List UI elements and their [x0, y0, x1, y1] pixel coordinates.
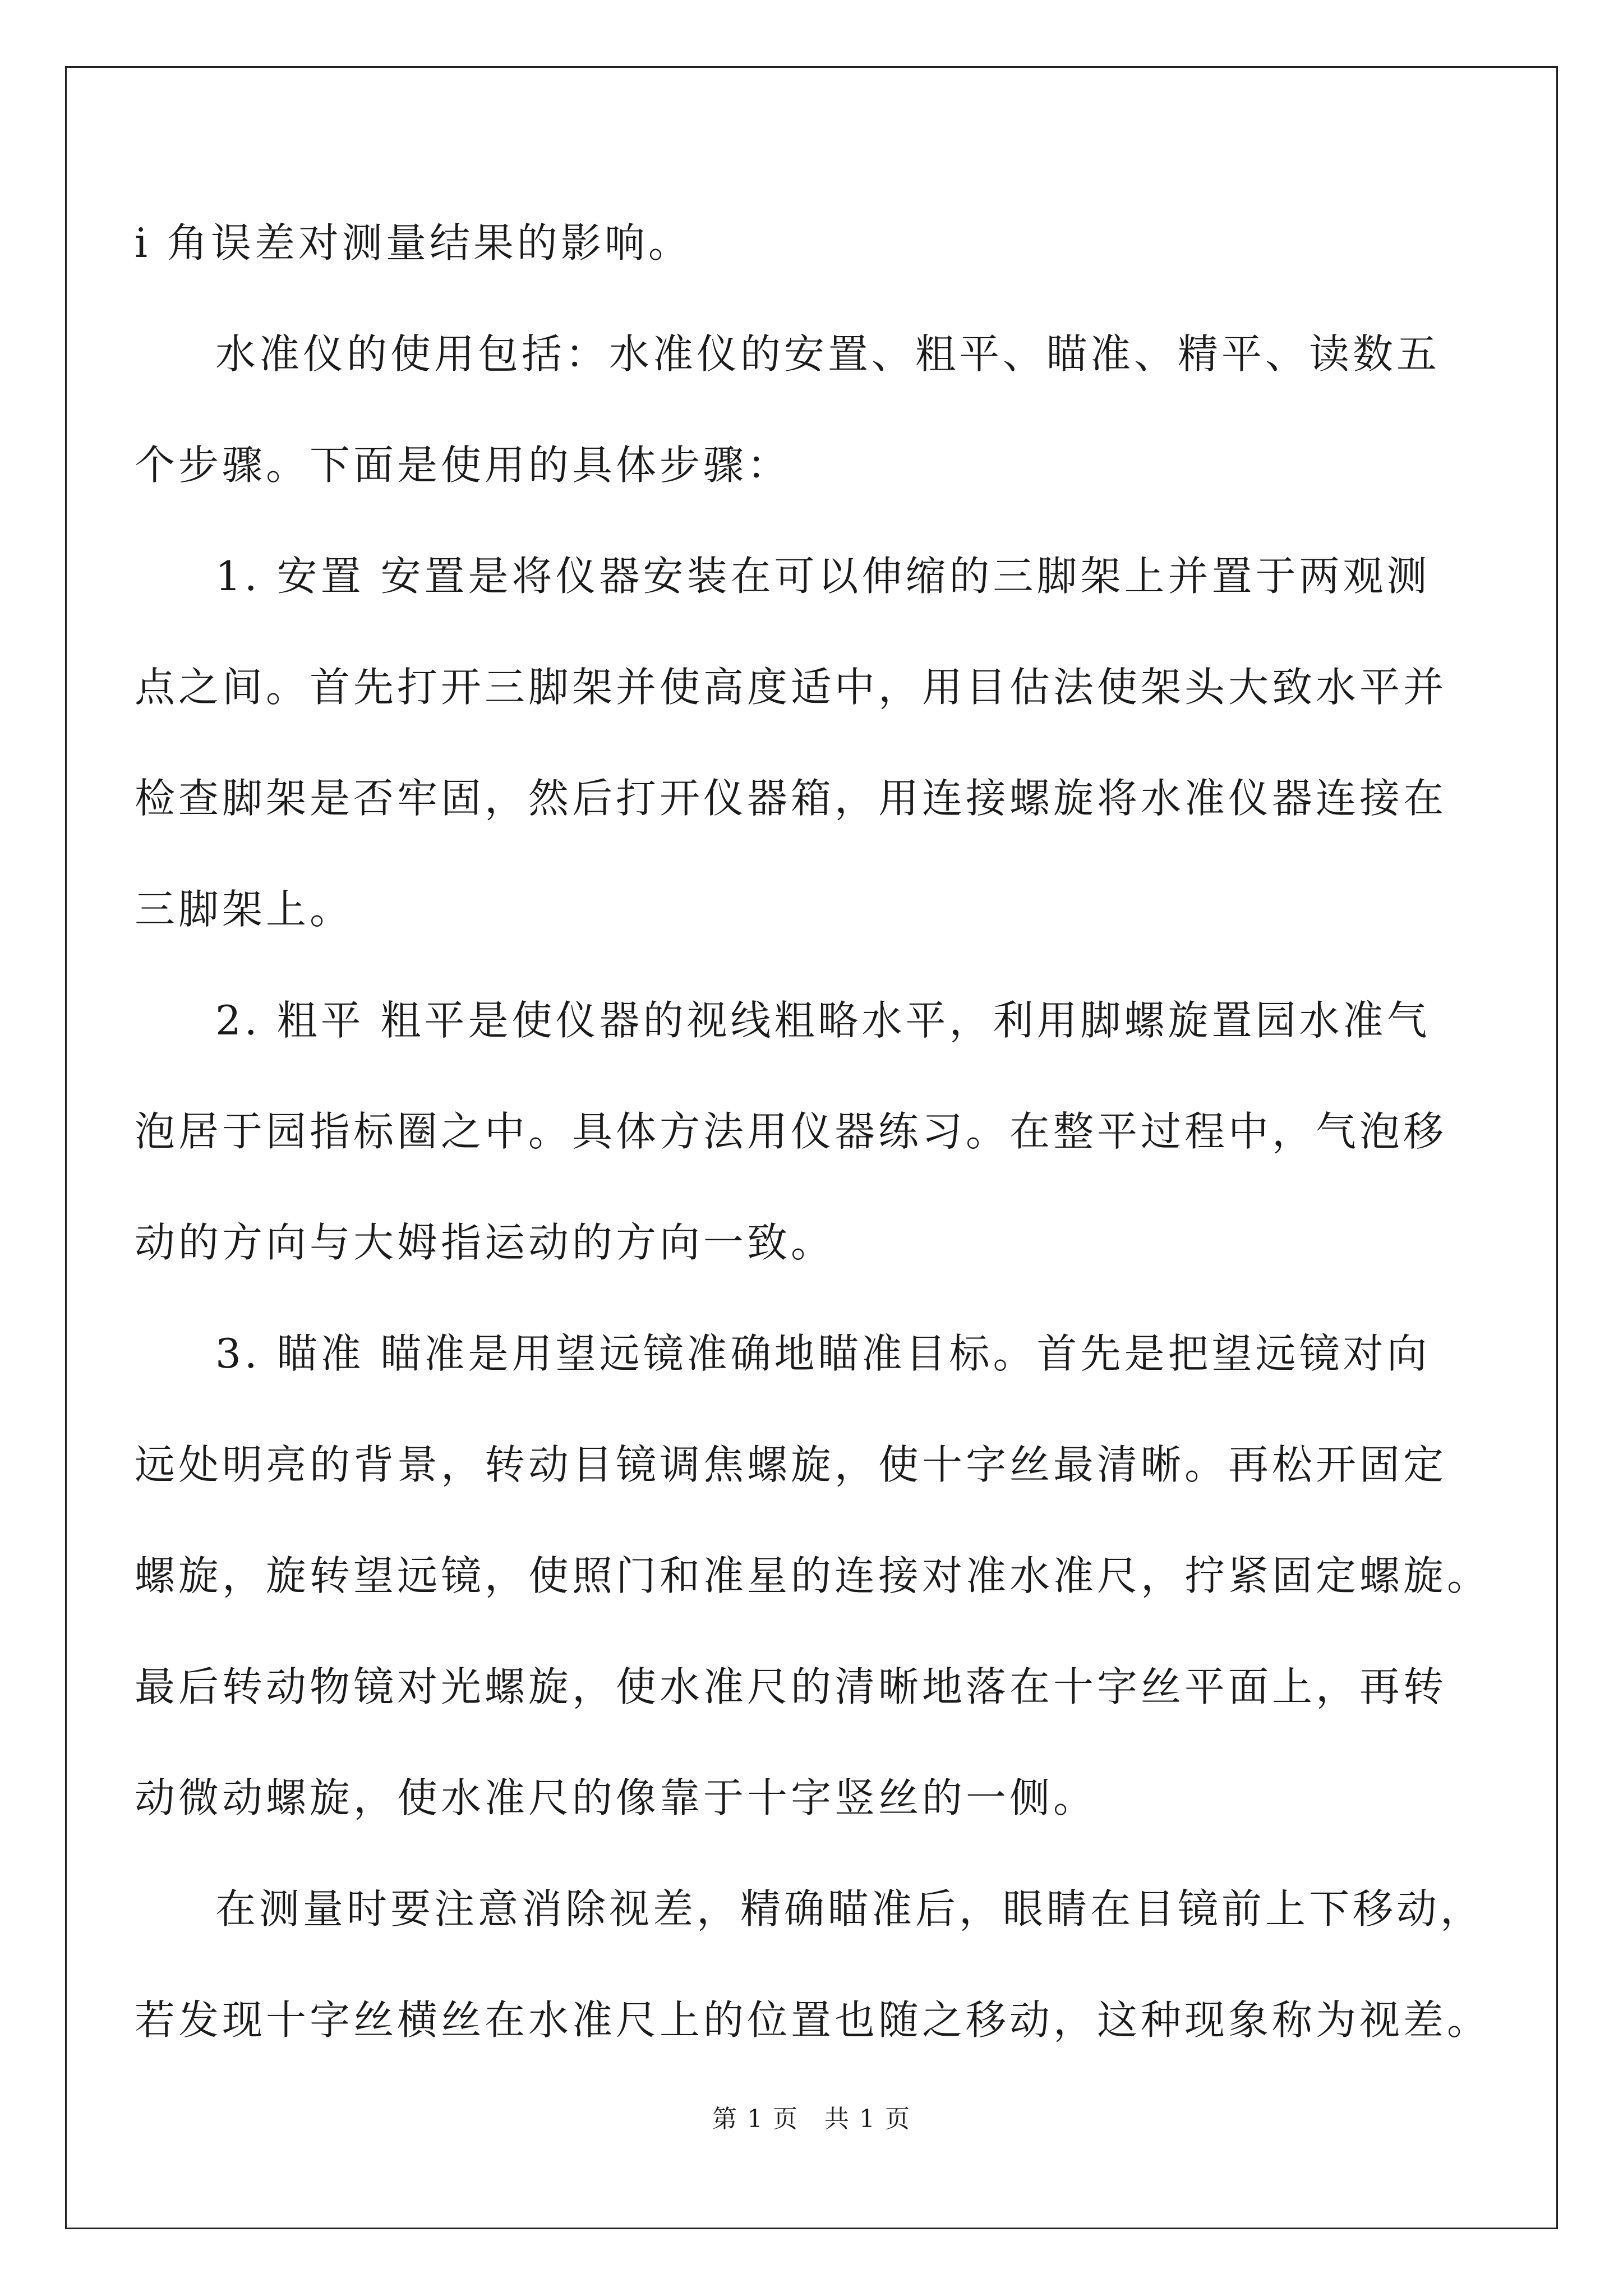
text-line: 泡居于园指标圈之中。具体方法用仪器练习。在整平过程中，气泡移 — [135, 1108, 1447, 1155]
text-line: 若发现十字丝横丝在水准尺上的位置也随之移动，这种现象称为视差。 — [135, 1996, 1491, 2044]
text-line: i 角误差对测量结果的影响。 — [135, 219, 692, 266]
text-line: 三脚架上。 — [135, 886, 354, 933]
text-line: 检查脚架是否牢固，然后打开仪器箱，用连接螺旋将水准仪器连接在 — [135, 775, 1447, 822]
text-line: 水准仪的使用包括：水准仪的安置、粗平、瞄准、精平、读数五 — [215, 330, 1441, 378]
text-line: 2. 粗平 粗平是使仪器的视线粗略水平，利用脚螺旋置园水准气 — [215, 997, 1431, 1044]
text-line: 个步骤。下面是使用的具体步骤： — [135, 441, 791, 489]
text-line: 3. 瞄准 瞄准是用望远镜准确地瞄准目标。首先是把望远镜对向 — [215, 1330, 1431, 1377]
page-number-footer: 第 1 页 共 1 页 — [712, 2105, 911, 2133]
text-line: 点之间。首先打开三脚架并使高度适中，用目估法使架头大致水平并 — [135, 664, 1447, 711]
text-line: 在测量时要注意消除视差，精确瞄准后，眼睛在目镜前上下移动， — [215, 1885, 1484, 1932]
text-line: 远处明亮的背景，转动目镜调焦螺旋，使十字丝最清晰。再松开固定 — [135, 1441, 1447, 1488]
text-line: 动微动螺旋，使水准尺的像靠于十字竖丝的一侧。 — [135, 1774, 1098, 1821]
text-line: 1. 安置 安置是将仪器安装在可以伸缩的三脚架上并置于两观测 — [215, 553, 1431, 600]
text-line: 动的方向与大姆指运动的方向一致。 — [135, 1219, 835, 1266]
text-line: 螺旋，旋转望远镜，使照门和准星的连接对准水准尺，拧紧固定螺旋。 — [135, 1552, 1491, 1599]
text-line: 最后转动物镜对光螺旋，使水准尺的清晰地落在十字丝平面上，再转 — [135, 1663, 1447, 1710]
